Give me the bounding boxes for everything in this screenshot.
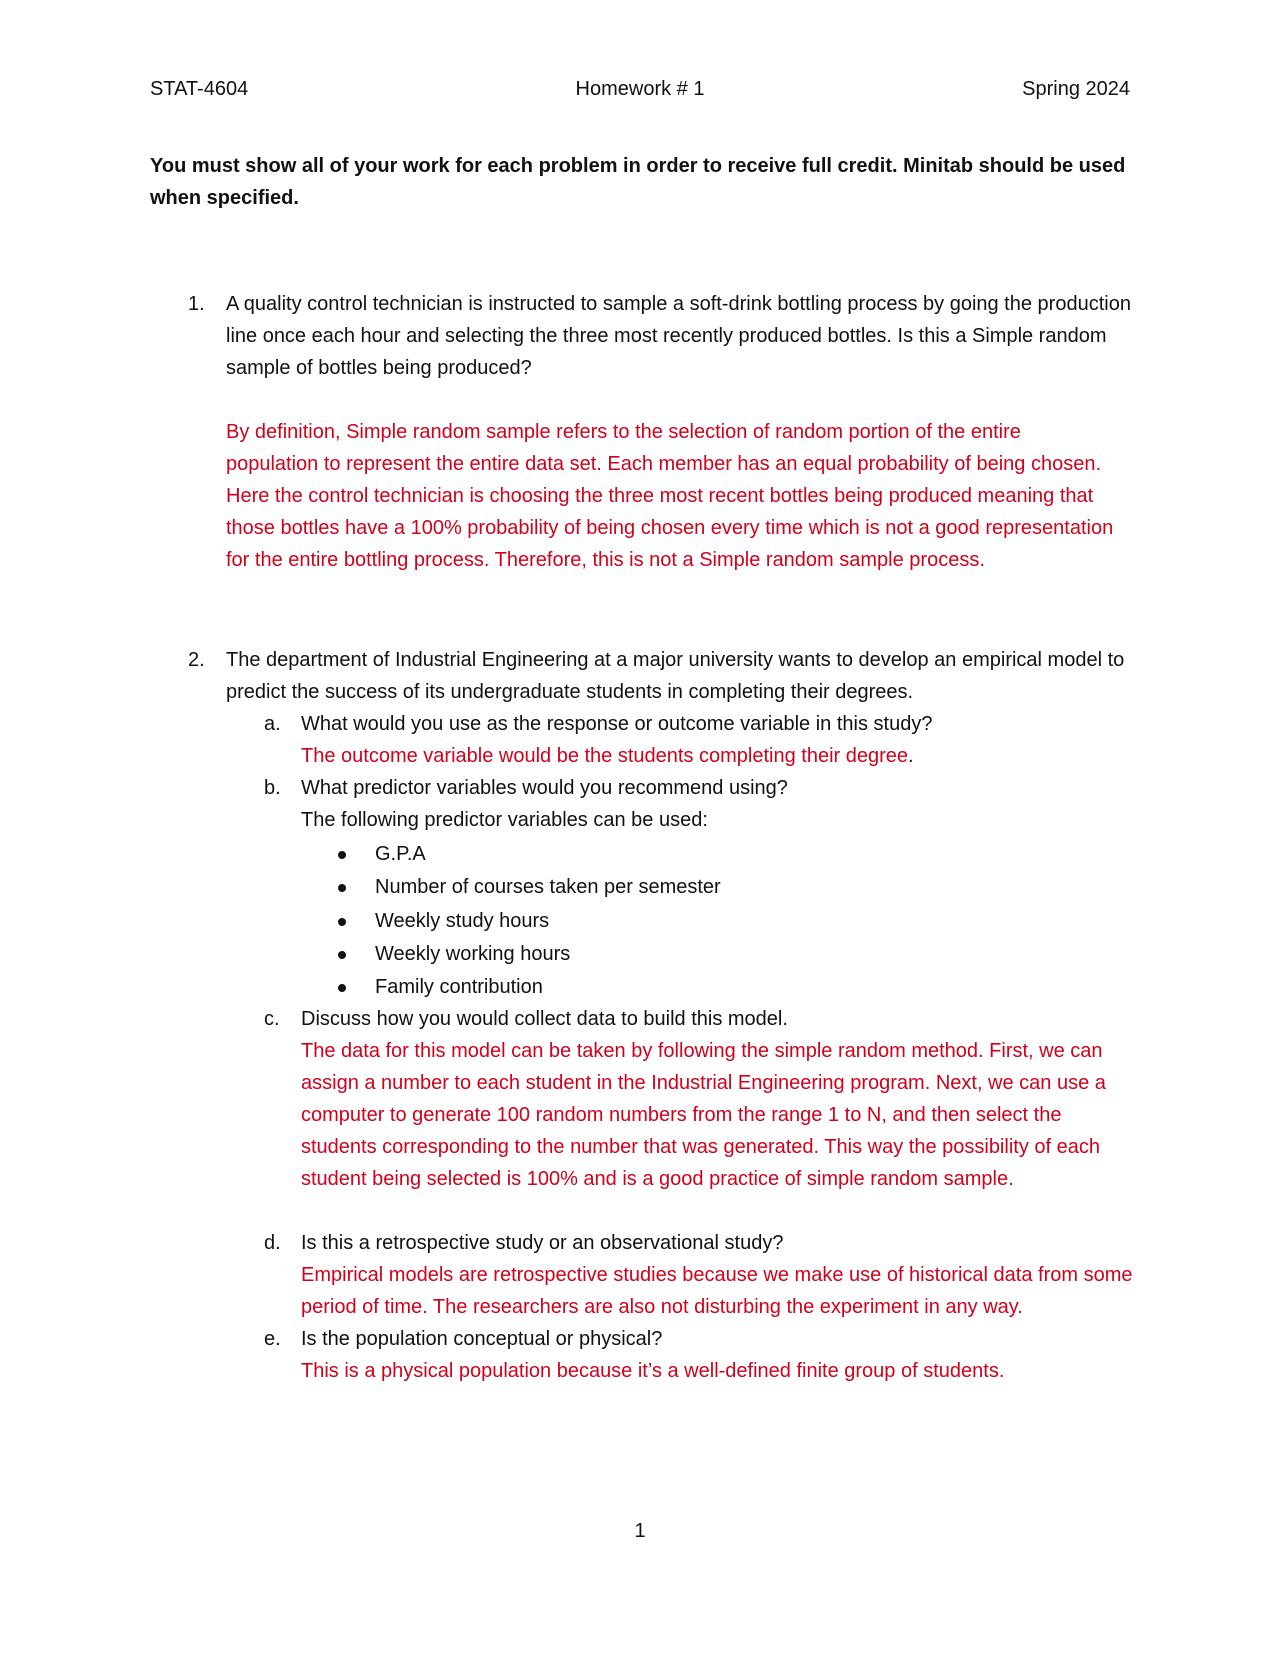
part-b-question: What predictor variables would you recommend using? bbox=[301, 777, 788, 799]
bullet-icon bbox=[338, 851, 346, 859]
predictor-item bbox=[338, 905, 938, 937]
part-a-answer: The outcome variable would be the students completing their degree bbox=[301, 745, 909, 767]
predictor-item bbox=[338, 838, 938, 870]
predictor-text: Family contribution bbox=[375, 976, 543, 998]
part-e-answer: This is a physical population because it’s a well-defined finite group of students. bbox=[301, 1360, 1005, 1382]
bullet-icon bbox=[338, 951, 346, 959]
problem-1-answer: By definition, Simple random sample refers to the selection of random portion of the entire population to represent the entire data set. Each member has an equal probability of being chosen. Here the control technician is choosing the three most recent bottles being produced meaning that those bottles have a 100% probability of being chosen every time which is not a good representation for the entire bottling process. Therefore, this is not a Simple random sample process. bbox=[226, 421, 1114, 571]
part-d-answer: Empirical models are retrospective studies because we make use of historical data from some period of time. The researchers are also not disturbing the experiment in any way. bbox=[301, 1264, 1133, 1318]
course-code: STAT-4604 bbox=[150, 78, 249, 100]
page-number: 1 bbox=[634, 1520, 646, 1542]
part-d-question: Is this a retrospective study or an observational study? bbox=[301, 1232, 784, 1254]
bullet-icon bbox=[338, 884, 346, 892]
part-e-question: Is the population conceptual or physical? bbox=[301, 1328, 663, 1350]
predictor-item bbox=[338, 971, 938, 1003]
part-c-answer: The data for this model can be taken by following the simple random method. First, we can assign a number to each student in the Industrial Engineering program. Next, we can use a computer to generate 100 random numbers from the range 1 to N, and then select the students corresponding to the number that was generated. This way the possibility of each student being selected is 100% and is a good practice of simple random sample. bbox=[301, 1040, 1106, 1190]
part-e-label: e. bbox=[264, 1328, 281, 1350]
term: Spring 2024 bbox=[1022, 78, 1130, 100]
predictor-text: Weekly study hours bbox=[375, 910, 550, 932]
bullet-icon bbox=[338, 918, 346, 926]
problem-2-number: 2. bbox=[188, 649, 205, 671]
problem-2-question: The department of Industrial Engineering at a major university wants to develop an empirical model to predict the success of its undergraduate students in completing their degrees. bbox=[226, 649, 1125, 703]
predictor-text: Number of courses taken per semester bbox=[375, 876, 721, 898]
part-a-label: a. bbox=[264, 713, 281, 735]
homework-title: Homework # 1 bbox=[575, 78, 705, 100]
part-d-label: d. bbox=[264, 1232, 281, 1254]
predictor-item bbox=[338, 871, 938, 903]
part-c-label: c. bbox=[264, 1008, 280, 1030]
instructions: You must show all of your work for each problem in order to receive full credit. Minitab should be used when specified. bbox=[150, 155, 1126, 209]
predictor-item bbox=[338, 938, 938, 970]
part-a-answer-line bbox=[301, 740, 1131, 772]
part-a-question: What would you use as the response or outcome variable in this study? bbox=[301, 713, 933, 735]
problem-1-number: 1. bbox=[188, 293, 205, 315]
problem-1-question: A quality control technician is instructed to sample a soft-drink bottling process by going the production line once each hour and selecting the three most recently produced bottles. Is this a Simple random sample of bottles being produced? bbox=[226, 293, 1131, 379]
part-c-question: Discuss how you would collect data to build this model. bbox=[301, 1008, 788, 1030]
predictor-text: G.P.A bbox=[375, 843, 426, 865]
predictor-text: Weekly working hours bbox=[375, 943, 571, 965]
part-b-intro: The following predictor variables can be used: bbox=[301, 809, 708, 831]
part-a-answer-period: . bbox=[908, 745, 914, 767]
bullet-icon bbox=[338, 984, 346, 992]
part-b-label: b. bbox=[264, 777, 281, 799]
